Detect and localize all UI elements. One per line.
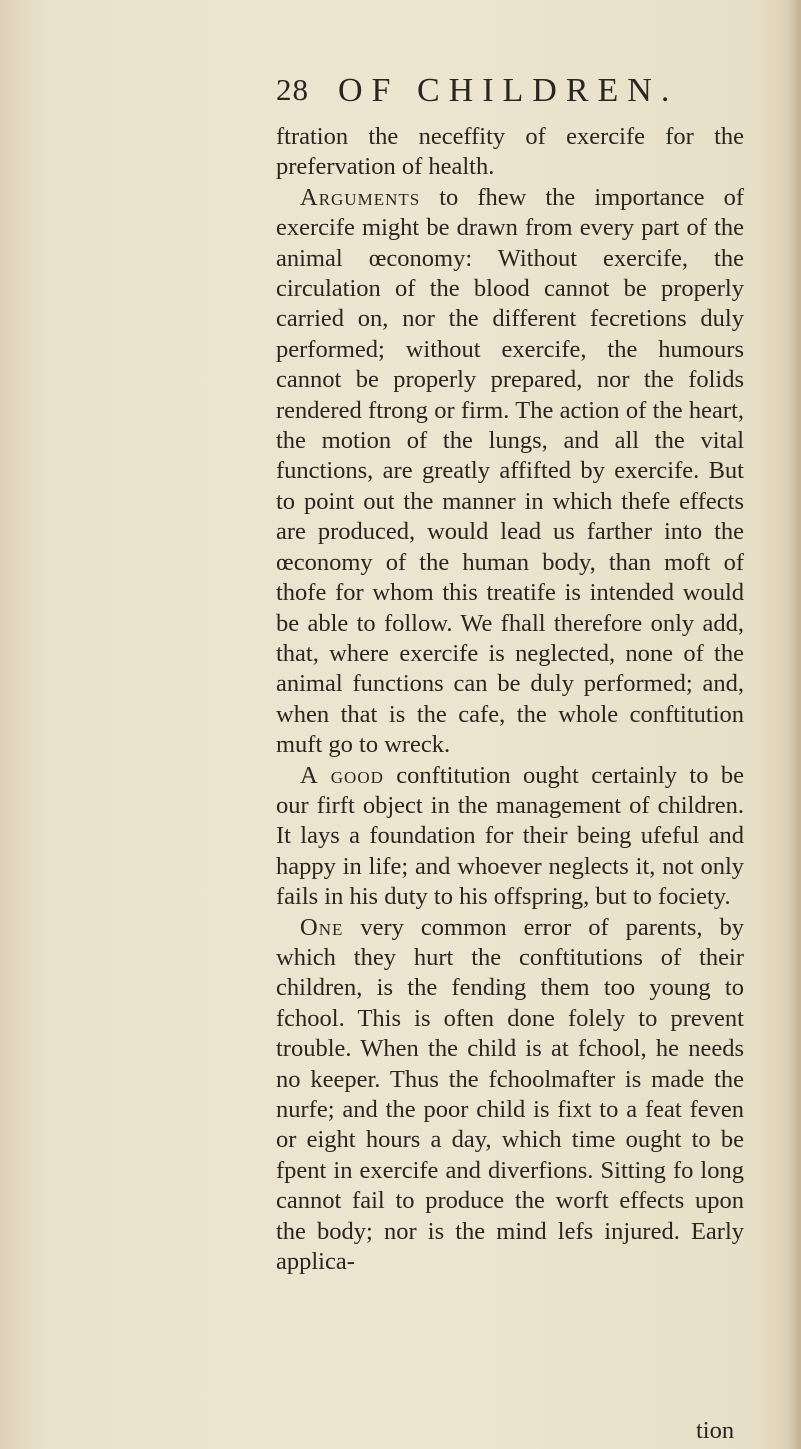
paragraph-text: to fhew the importance of exercife might be drawn from every part of the animal œconomy: Without exercife, the circulation of the blood cannot be properly carried on, nor the different fecretions duly performed; without exercife, the humours cannot be properly prepared, nor the folids rendered ftrong or firm. The action of the heart, the motion of the lungs, and all the vital functions, are greatly affifted by exercife. But to point out the manner in which thefe effects are produced, would lead us farther into the œconomy of the human body, than moft of thofe for whom this treatife is intended would be able to follow. We fhall therefore only add, that, where exercife is neglected, none of the animal functions can be duly performed; and, when that is the cafe, the whole conftitution muft go to wreck. [276,183,744,759]
page-number: 28 [276,72,309,107]
paragraph-text: conftitution ought certainly to be our firft object in the management of children. It lays a foundation for their being ufeful and happy in life; and whoever neglects it, not only fails in his duty to his offspring, but to fociety. [276,761,744,911]
page-edge-shadow [787,0,801,1449]
paragraph-lead: Arguments [300,183,421,211]
paragraph-3 [276,761,744,913]
paragraph-2 [276,183,744,761]
catchword: tion [696,1417,735,1444]
paragraph-text: ftration the neceffity of exercife for the prefervation of health. [276,123,744,181]
paragraph-1 [276,122,744,183]
paragraph-text: very common error of parents, by which they hurt the conftitutions of their children, is the fending them too young to fchool. This is often done folely to prevent trouble. When the child is at fchool, he needs no keeper. Thus the fchoolmafter is made the nurfe; and the poor child is fixt to a feat feven or eight hours a day, which time ought to be fpent in exercife and diverfions. Sitting fo long cannot fail to produce the worft effects upon the body; nor is the mind lefs injured. Early applica- [276,913,744,1276]
paragraph-lead: One [300,913,344,941]
paragraph-4 [276,913,744,1278]
running-head: OF CHILDREN. [338,72,679,109]
body-text [276,122,744,1277]
paragraph-lead: A good [300,761,384,789]
page-header [276,72,736,118]
